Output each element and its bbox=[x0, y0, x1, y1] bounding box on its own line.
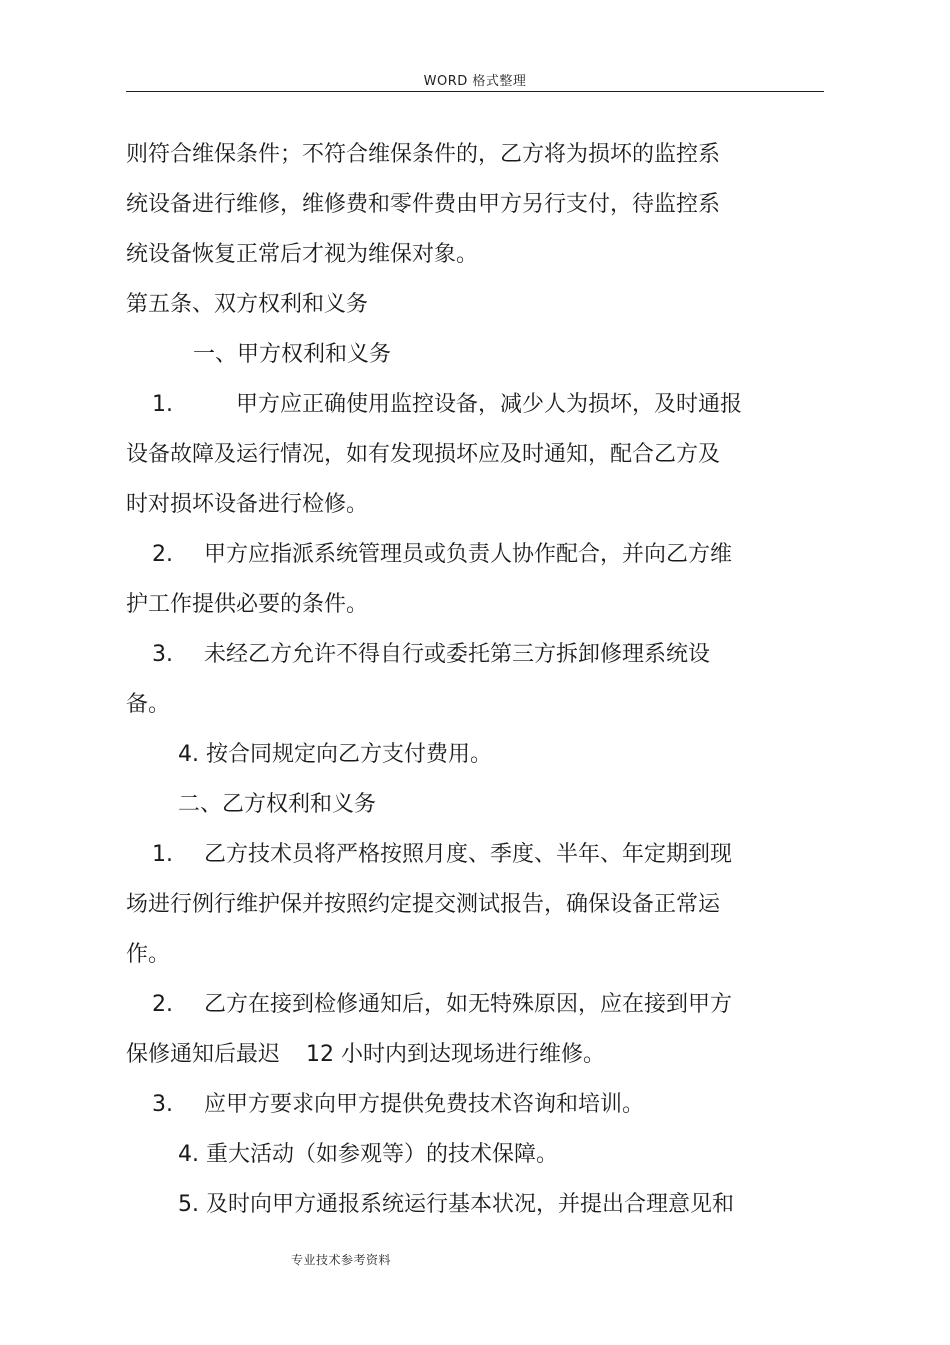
subsection-heading-party-a: 一、甲方权利和义务 bbox=[193, 342, 392, 367]
list-item-number: 2. bbox=[152, 992, 173, 1017]
list-item bbox=[126, 830, 766, 880]
list-item-number: 1. bbox=[152, 842, 173, 867]
list-item bbox=[126, 1080, 766, 1130]
document-body bbox=[126, 130, 766, 1230]
page-header-title: WORD 格式整理 bbox=[423, 74, 527, 89]
paragraph-line: 统设备恢复正常后才视为维保对象。 bbox=[126, 242, 479, 267]
paragraph-fragment: 保修通知后最迟 bbox=[126, 1042, 281, 1067]
list-item: 4. 按合同规定向乙方支付费用。 bbox=[178, 742, 492, 767]
list-item bbox=[126, 380, 766, 430]
paragraph-fragment: 12 小时内到达现场进行维修。 bbox=[306, 1042, 606, 1067]
list-item bbox=[126, 630, 766, 680]
header-divider bbox=[126, 91, 824, 92]
list-item-text: 乙方技术员将严格按照月度、季度、半年、年定期到现 bbox=[204, 842, 733, 867]
list-item-text: 乙方在接到检修通知后，如无特殊原因，应在接到甲方 bbox=[204, 992, 733, 1017]
list-item-text: 甲方应指派系统管理员或负责人协作配合，并向乙方维 bbox=[204, 542, 733, 567]
list-item: 4. 重大活动（如参观等）的技术保障。 bbox=[178, 1142, 558, 1167]
list-item-number: 3. bbox=[152, 1092, 173, 1117]
paragraph-line: 护工作提供必要的条件。 bbox=[126, 592, 369, 617]
list-item-number: 1. bbox=[152, 392, 173, 417]
paragraph-line: 作。 bbox=[126, 942, 171, 967]
list-item-text: 未经乙方允许不得自行或委托第三方拆卸修理系统设 bbox=[204, 642, 711, 667]
section-heading: 第五条、双方权利和义务 bbox=[126, 292, 369, 317]
list-item-number: 3. bbox=[152, 642, 173, 667]
paragraph-line: 备。 bbox=[126, 692, 171, 717]
list-item-text: 甲方应正确使用监控设备，减少人为损坏，及时通报 bbox=[236, 392, 743, 417]
paragraph-line: 场进行例行维护保并按照约定提交测试报告，确保设备正常运 bbox=[126, 892, 721, 917]
list-item-number: 2. bbox=[152, 542, 173, 567]
page-footer: 专业技术参考资料 bbox=[291, 1253, 392, 1267]
paragraph-line: 时对损坏设备进行检修。 bbox=[126, 492, 369, 517]
subsection-heading-party-b: 二、乙方权利和义务 bbox=[178, 792, 377, 817]
list-item bbox=[126, 530, 766, 580]
paragraph-line bbox=[126, 1030, 766, 1080]
paragraph-line: 统设备进行维修，维修费和零件费由甲方另行支付，待监控系 bbox=[126, 192, 721, 217]
list-item bbox=[126, 980, 766, 1030]
list-item: 5. 及时向甲方通报系统运行基本状况，并提出合理意见和 bbox=[178, 1192, 734, 1217]
list-item-text: 应甲方要求向甲方提供免费技术咨询和培训。 bbox=[204, 1092, 645, 1117]
paragraph-line: 则符合维保条件；不符合维保条件的，乙方将为损坏的监控系 bbox=[126, 142, 721, 167]
paragraph-line: 设备故障及运行情况，如有发现损坏应及时通知，配合乙方及 bbox=[126, 442, 721, 467]
